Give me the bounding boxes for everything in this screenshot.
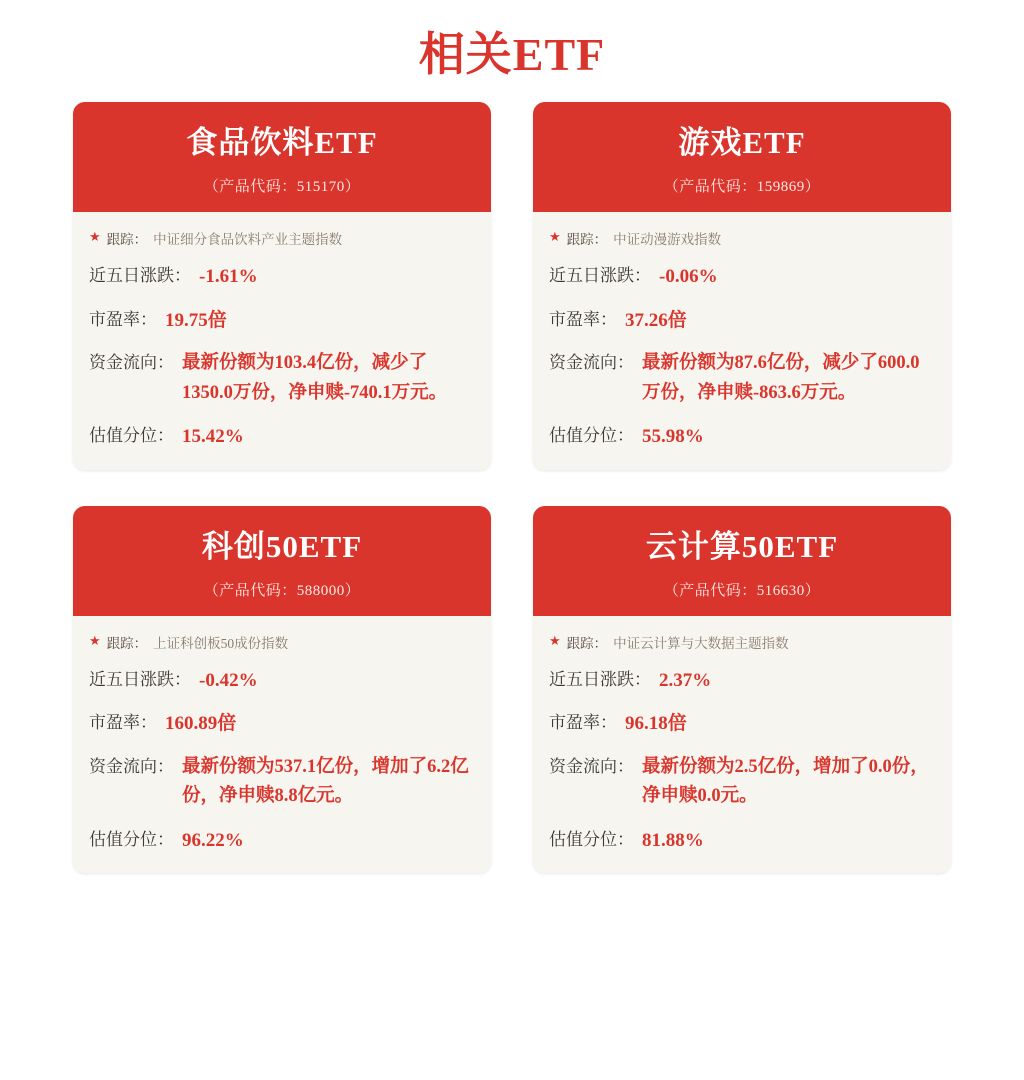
etf-track-label: 跟踪： bbox=[106, 635, 148, 651]
etf-percentile-label: 估值分位： bbox=[89, 829, 174, 849]
etf-card-body bbox=[533, 616, 951, 874]
star-icon: ★ bbox=[89, 632, 101, 648]
etf-pe-row bbox=[549, 709, 935, 738]
etf-code-suffix: ） bbox=[344, 582, 361, 599]
etf-percentile-label: 估值分位： bbox=[89, 426, 174, 446]
etf-track-row bbox=[89, 228, 475, 248]
etf-card[interactable] bbox=[533, 102, 951, 470]
etf-flow-label: 资金流向： bbox=[549, 756, 634, 776]
etf-name: 游戏ETF bbox=[678, 125, 806, 160]
etf-track-label: 跟踪： bbox=[106, 232, 148, 248]
etf-code bbox=[83, 579, 481, 600]
etf-track-value: 中证云计算与大数据主题指数 bbox=[613, 635, 789, 651]
etf-code-suffix: ） bbox=[344, 179, 361, 196]
etf-code-suffix: ） bbox=[804, 582, 821, 599]
etf-pe-label: 市盈率： bbox=[549, 309, 617, 329]
etf-percentile-row bbox=[549, 826, 935, 855]
etf-track-value: 上证科创板50成份指数 bbox=[153, 635, 289, 651]
etf-card[interactable] bbox=[73, 102, 491, 470]
etf-change-label: 近五日涨跌： bbox=[89, 266, 191, 286]
etf-flow-label: 资金流向： bbox=[89, 756, 174, 776]
etf-pe-row bbox=[89, 709, 475, 738]
etf-track-label: 跟踪： bbox=[566, 232, 608, 248]
etf-name: 食品饮料ETF bbox=[186, 125, 378, 160]
etf-change-value: -1.61% bbox=[199, 266, 258, 288]
etf-pe-label: 市盈率： bbox=[549, 713, 617, 733]
etf-flow-label: 资金流向： bbox=[549, 353, 634, 373]
etf-flow-row bbox=[549, 349, 935, 408]
etf-card-body bbox=[73, 616, 491, 874]
etf-card-header bbox=[73, 102, 491, 212]
etf-percentile-value: 55.98% bbox=[642, 426, 704, 448]
etf-code bbox=[543, 579, 941, 600]
etf-code-prefix: （产品代码： bbox=[203, 179, 297, 196]
etf-flow-value: 最新份额为87.6亿份，减少了600.0万份，净申赎-863.6万元。 bbox=[642, 353, 920, 403]
etf-track-value: 中证动漫游戏指数 bbox=[613, 232, 722, 248]
etf-flow-value: 最新份额为2.5亿份，增加了0.0份，净申赎0.0元。 bbox=[642, 756, 929, 807]
etf-pe-value: 37.26倍 bbox=[625, 309, 687, 331]
etf-pe-label: 市盈率： bbox=[89, 713, 157, 733]
etf-change-row bbox=[549, 262, 935, 291]
etf-percentile-row bbox=[89, 826, 475, 855]
etf-track-row bbox=[549, 632, 935, 652]
etf-card-grid bbox=[0, 102, 1024, 873]
etf-pe-value: 96.18倍 bbox=[625, 713, 687, 735]
etf-change-row bbox=[89, 666, 475, 695]
etf-percentile-label: 估值分位： bbox=[549, 829, 634, 849]
etf-change-label: 近五日涨跌： bbox=[549, 669, 651, 689]
etf-code-value: 515170 bbox=[296, 179, 345, 196]
etf-flow-row bbox=[89, 753, 475, 812]
etf-pe-value: 19.75倍 bbox=[165, 309, 227, 331]
star-icon: ★ bbox=[549, 632, 561, 648]
etf-card-header bbox=[533, 506, 951, 616]
etf-track-value: 中证细分食品饮料产业主题指数 bbox=[153, 232, 343, 248]
etf-track-row bbox=[549, 228, 935, 248]
etf-card-header bbox=[533, 102, 951, 212]
etf-change-label: 近五日涨跌： bbox=[89, 669, 191, 689]
etf-name: 云计算50ETF bbox=[645, 528, 839, 564]
etf-track-label: 跟踪： bbox=[566, 635, 608, 651]
etf-code-value: 588000 bbox=[296, 582, 345, 599]
etf-change-value: -0.42% bbox=[199, 669, 258, 691]
etf-percentile-row bbox=[549, 422, 935, 451]
etf-code-prefix: （产品代码： bbox=[203, 582, 297, 599]
etf-card-body bbox=[533, 212, 951, 470]
etf-name: 科创50ETF bbox=[201, 528, 363, 564]
etf-percentile-value: 96.22% bbox=[182, 829, 244, 851]
etf-code-value: 159869 bbox=[756, 179, 805, 196]
etf-percentile-label: 估值分位： bbox=[549, 426, 634, 446]
etf-percentile-value: 15.42% bbox=[182, 426, 244, 448]
page-title: 相关ETF bbox=[418, 29, 606, 80]
etf-change-value: 2.37% bbox=[659, 669, 712, 691]
etf-track-row bbox=[89, 632, 475, 652]
etf-card[interactable] bbox=[73, 506, 491, 874]
etf-code-suffix: ） bbox=[804, 179, 821, 196]
etf-change-label: 近五日涨跌： bbox=[549, 266, 651, 286]
etf-flow-value: 最新份额为103.4亿份，减少了1350.0万份，净申赎-740.1万元。 bbox=[182, 353, 448, 403]
etf-card[interactable] bbox=[533, 506, 951, 874]
etf-flow-row bbox=[549, 753, 935, 812]
etf-percentile-row bbox=[89, 422, 475, 451]
etf-code bbox=[543, 175, 941, 196]
etf-pe-row bbox=[549, 306, 935, 335]
etf-code-prefix: （产品代码： bbox=[663, 179, 757, 196]
etf-pe-value: 160.89倍 bbox=[165, 713, 237, 735]
etf-flow-value: 最新份额为537.1亿份，增加了6.2亿份，净申赎8.8亿元。 bbox=[182, 756, 469, 807]
etf-card-body bbox=[73, 212, 491, 470]
etf-percentile-value: 81.88% bbox=[642, 829, 704, 851]
etf-code-prefix: （产品代码： bbox=[663, 582, 757, 599]
etf-change-row bbox=[549, 666, 935, 695]
star-icon: ★ bbox=[89, 229, 101, 245]
star-icon: ★ bbox=[549, 229, 561, 245]
etf-code-value: 516630 bbox=[756, 582, 805, 599]
etf-flow-row bbox=[89, 349, 475, 408]
etf-code bbox=[83, 175, 481, 196]
etf-card-header bbox=[73, 506, 491, 616]
etf-pe-row bbox=[89, 306, 475, 335]
etf-change-row bbox=[89, 262, 475, 291]
etf-pe-label: 市盈率： bbox=[89, 309, 157, 329]
etf-change-value: -0.06% bbox=[659, 266, 718, 288]
etf-flow-label: 资金流向： bbox=[89, 353, 174, 373]
